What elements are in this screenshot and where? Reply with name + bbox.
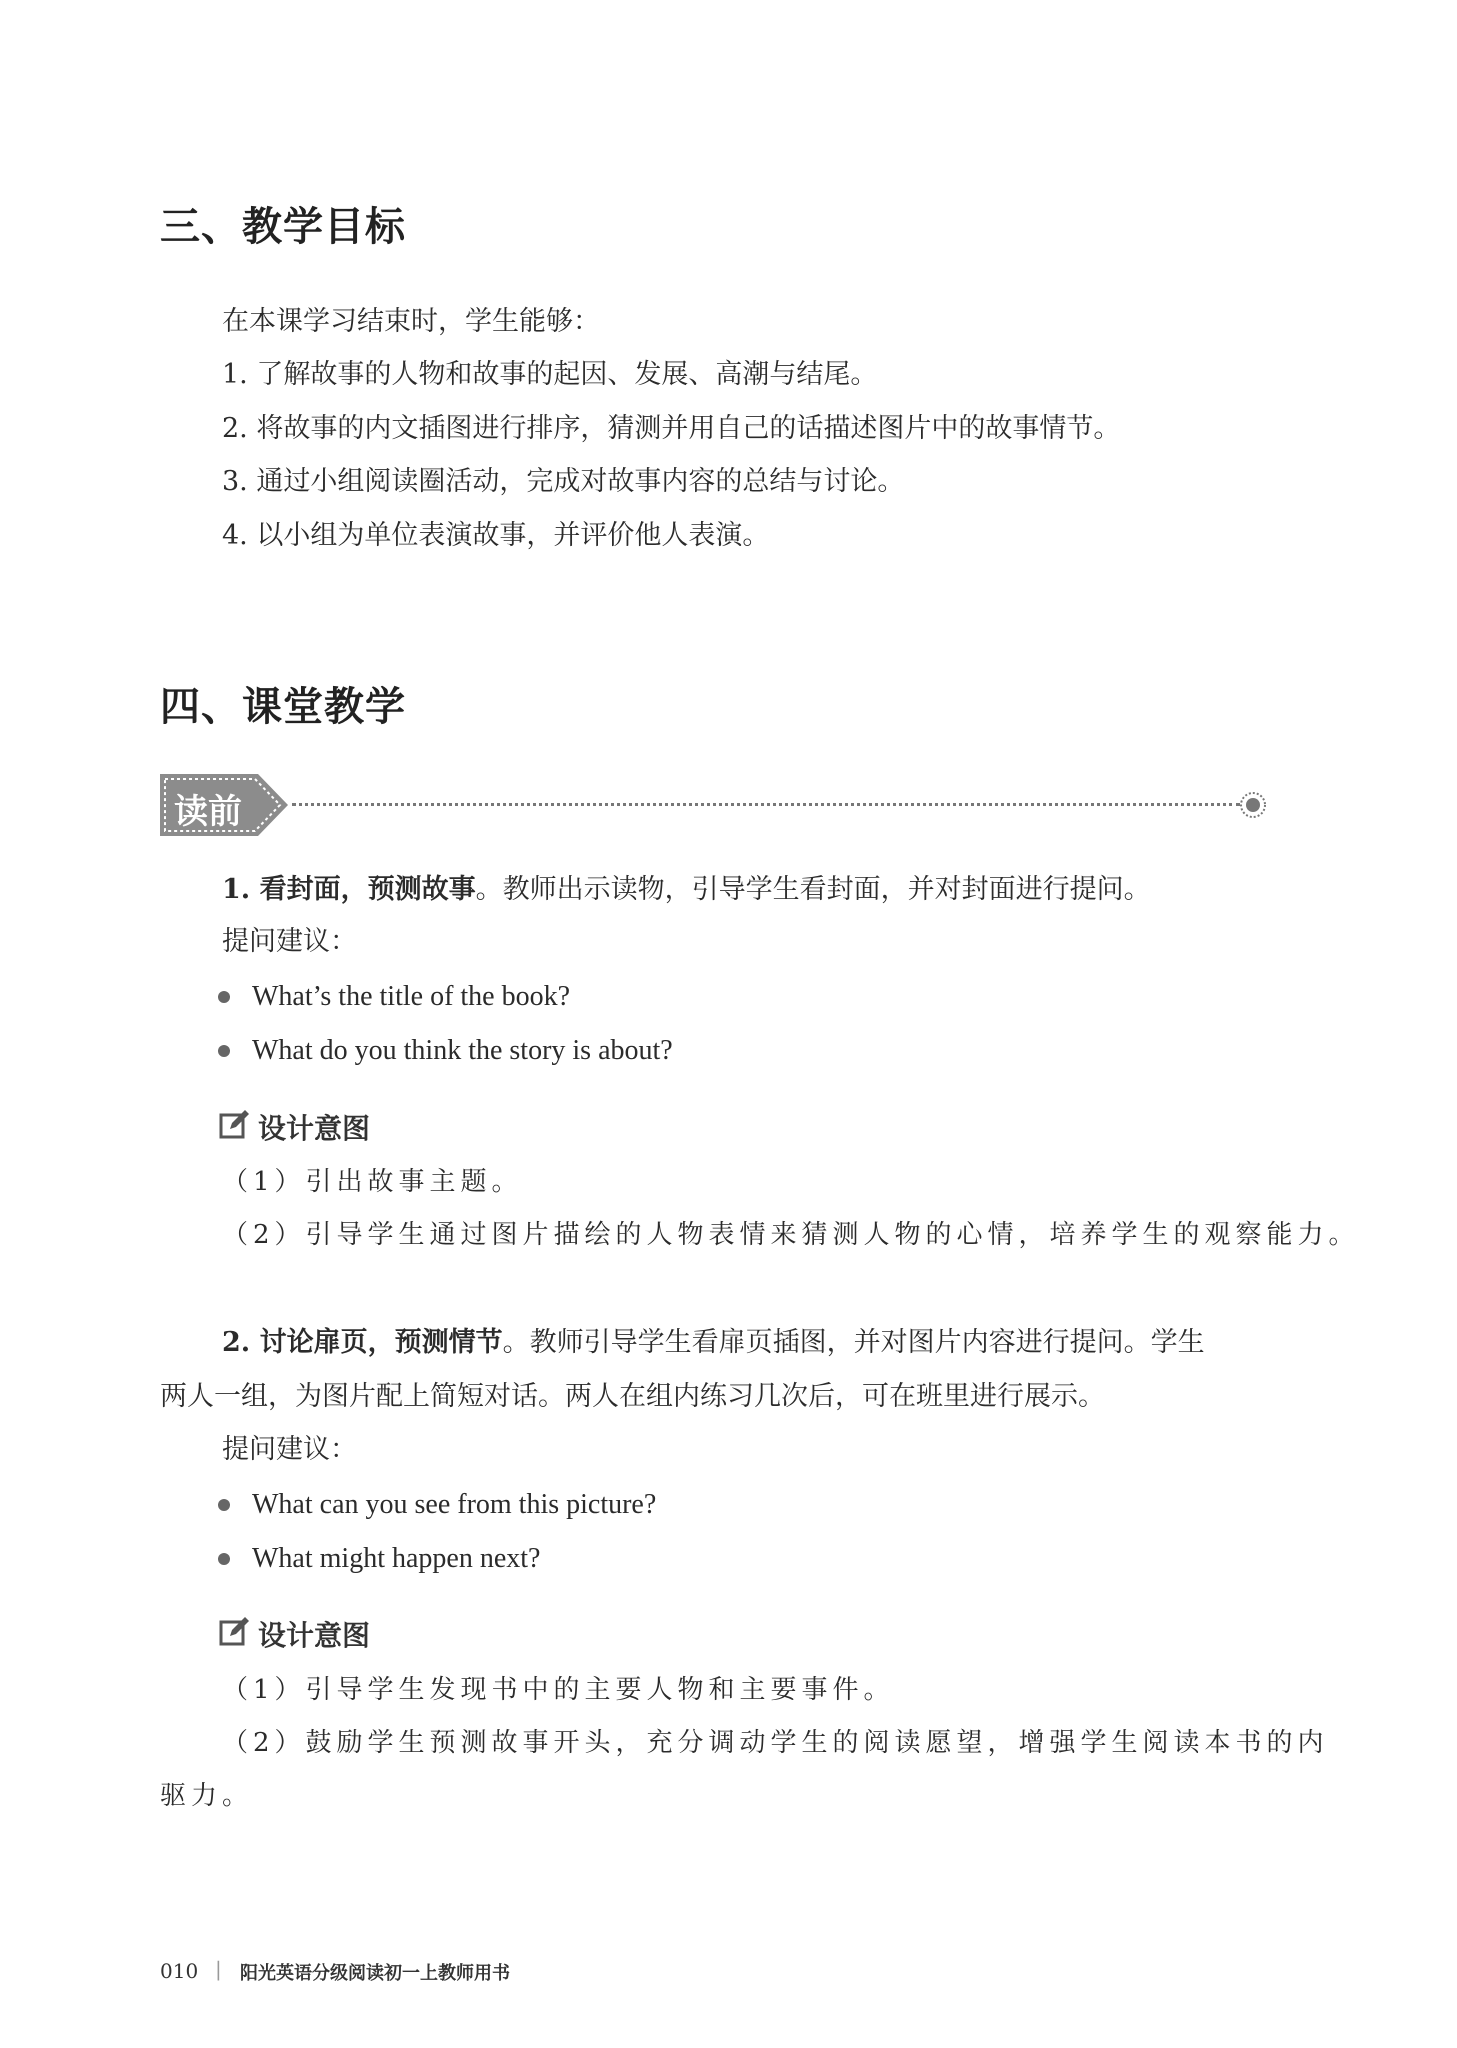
- step1-intent-item-2: （2）引导学生通过图片描绘的人物表情来猜测人物的心情，培养学生的观察能力。: [222, 1220, 1360, 1250]
- objective-item-3: 3. 通过小组阅读圈活动，完成对故事内容的总结与讨论。: [222, 466, 905, 497]
- edit-pencil-icon: [218, 1616, 250, 1648]
- step2-intent-item-2: （2）鼓励学生预测故事开头，充分调动学生的阅读愿望，增强学生阅读本书的内: [222, 1728, 1329, 1758]
- step1-prompt-label: 提问建议：: [222, 926, 357, 957]
- section3-intro: 在本课学习结束时，学生能够：: [222, 306, 600, 337]
- section4-title: 四、课堂教学: [160, 684, 406, 730]
- step2-intent-item-2-cont: 驱力。: [160, 1781, 254, 1811]
- question-text: What do you think the story is about?: [252, 1035, 673, 1066]
- edit-pencil-icon: [218, 1109, 250, 1141]
- stage-divider: [292, 803, 1240, 806]
- intent-title: 设计意图: [258, 1619, 371, 1652]
- step2-paragraph-line1: [222, 1323, 1205, 1363]
- step2-paragraph-line2: 两人一组，为图片配上简短对话。两人在组内练习几次后，可在班里进行展示。: [160, 1381, 1105, 1412]
- step1-paragraph: [222, 870, 1151, 910]
- question-text: What can you see from this picture?: [252, 1489, 657, 1520]
- list-item: [218, 1539, 918, 1579]
- objective-item-1: 1. 了解故事的人物和故事的起因、发展、高潮与结尾。: [222, 359, 878, 390]
- bullet-dot-icon: [218, 991, 230, 1003]
- step2-intent-item-1: （1）引导学生发现书中的主要人物和主要事件。: [222, 1675, 895, 1705]
- stage-tab-label: 读前: [174, 792, 242, 832]
- step2-body-line1: 。教师引导学生看扉页插图，并对图片内容进行提问。学生: [502, 1327, 1205, 1358]
- step2-heading: 2. 讨论扉页，预测情节: [222, 1327, 503, 1358]
- footer-separator: |: [215, 1957, 222, 1981]
- question-text: What’s the title of the book?: [252, 981, 571, 1012]
- step1-intent-heading: [218, 1107, 518, 1147]
- divider-end-icon: [1238, 790, 1268, 820]
- bullet-dot-icon: [218, 1045, 230, 1057]
- step2-intent-heading: [218, 1614, 518, 1654]
- bullet-dot-icon: [218, 1553, 230, 1565]
- page-number: 010: [160, 1959, 199, 1983]
- section3-title: 三、教学目标: [160, 204, 406, 250]
- step1-heading: 1. 看封面，预测故事: [222, 874, 476, 905]
- objective-item-2: 2. 将故事的内文插图进行排序，猜测并用自己的话描述图片中的故事情节。: [222, 413, 1121, 444]
- list-item: [218, 977, 918, 1017]
- list-item: [218, 1485, 918, 1525]
- bullet-dot-icon: [218, 1499, 230, 1511]
- list-item: [218, 1031, 918, 1071]
- objective-item-4: 4. 以小组为单位表演故事，并评价他人表演。: [222, 520, 770, 551]
- step2-prompt-label: 提问建议：: [222, 1434, 357, 1465]
- question-text: What might happen next?: [252, 1543, 541, 1574]
- step1-intent-item-1: （1）引出故事主题。: [222, 1167, 523, 1197]
- step1-body: 。教师出示读物，引导学生看封面，并对封面进行提问。: [475, 874, 1151, 905]
- book-title: 阳光英语分级阅读初一上教师用书: [240, 1963, 510, 1984]
- stage-tab: [158, 772, 290, 838]
- intent-title: 设计意图: [258, 1112, 371, 1145]
